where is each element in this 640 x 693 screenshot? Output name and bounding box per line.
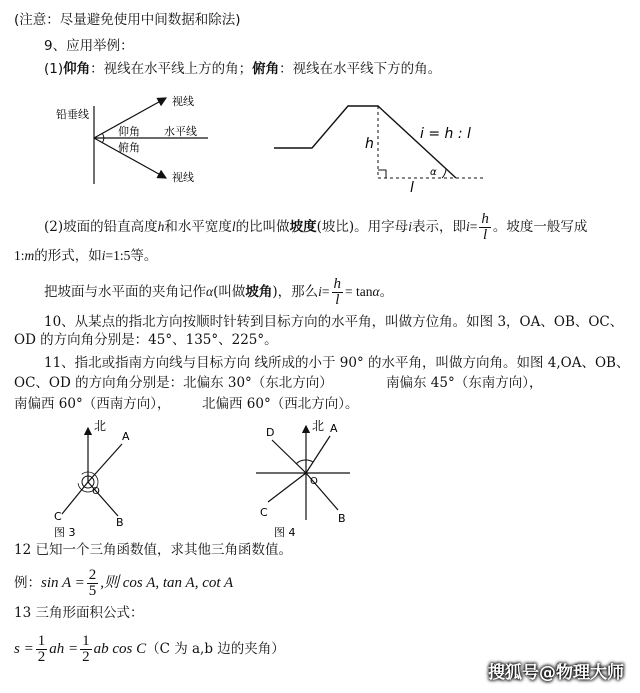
- horizontal-label: 水平线: [164, 125, 197, 138]
- fig3-label-a: A: [122, 430, 130, 443]
- section-10-line2: OD 的方向角分别是：45°、135°、225°。: [14, 332, 278, 348]
- depression-label: 俯角: [118, 141, 140, 154]
- fig3-north: 北: [94, 419, 107, 433]
- section-12-heading: 12 已知一个三角函数值，求其他三角函数值。: [14, 542, 292, 558]
- section-10-line1: 10、从某点的指北方向按顺时针转到目标方向的水平角，叫做方位角。如图 3，OA、OB、OC、: [44, 314, 624, 330]
- item-number: (1): [44, 61, 64, 77]
- sight-up-label: 视线: [172, 95, 194, 108]
- fig3-label-b: B: [116, 516, 124, 529]
- triangle-area-formula: s = $\frac{1}{2}$ ah = $\frac{1}{2}$ ab cos C（C 为 a,b 边的夹角）: [14, 633, 285, 665]
- elevation-label: 仰角: [118, 125, 140, 138]
- slope-figure: [270, 96, 490, 192]
- fig3-caption: 图 3: [54, 526, 76, 539]
- figure-3: [50, 418, 160, 540]
- section-12-example: 例：sin A = $\frac{2}{5}$ ,则 cos A, tan A, cot A: [14, 567, 234, 599]
- slope-form: 1:m的形式，如i=1:5等。: [14, 248, 158, 264]
- fig4-label-b: B: [338, 512, 346, 525]
- fraction-h-over-l: $\frac{h}{l}$: [481, 211, 489, 243]
- fig4-label-a: A: [330, 422, 338, 435]
- fig4-north: 北: [312, 419, 325, 433]
- section-9-definition: [44, 60, 441, 78]
- fig4-label-c: C: [260, 506, 268, 519]
- vertical-label: 铅垂线: [56, 108, 89, 121]
- note-line: (注意：尽量避免使用中间数据和除法): [14, 12, 241, 28]
- section-9-heading: 9、应用举例：: [44, 38, 134, 54]
- fig3-label-c: C: [54, 510, 62, 523]
- slope-definition: (2)坡面的铅直高度h和水平宽度l的比叫做坡度(坡比)。用字母i表示，即i= $\frac{h}{l}$ 。坡度一般写成: [44, 211, 588, 243]
- section-11-line1: 11、指北或指南方向线与目标方向 线所成的小于 90° 的水平角，叫做方向角。如图 4,OA、OB、: [44, 355, 630, 371]
- label-l: l: [410, 180, 414, 192]
- fig3-label-o: O: [92, 486, 100, 497]
- definition-depression: ：视线在水平线下方的角。: [279, 61, 442, 77]
- term-elevation: 仰角: [63, 61, 91, 77]
- label-alpha: α: [430, 167, 437, 178]
- section-11-line2a: OC、OD 的方向角分别是：北偏东 30°（东北方向）: [14, 375, 333, 391]
- section-11-line2b: 南偏东 45°（东南方向），: [386, 375, 543, 391]
- section-11-line3b: 北偏西 60°（西北方向）。: [202, 396, 359, 412]
- slope-angle-definition: 把坡面与水平面的夹角记作α(叫做坡角)，那么i= $\frac{h}{l}$ = tanα。: [44, 276, 394, 308]
- term-depression: 俯角: [252, 61, 280, 77]
- definition-elevation: ：视线在水平线上方的角；: [90, 61, 253, 77]
- section-11-line3a: 南偏西 60°（西南方向），: [14, 396, 171, 412]
- fig4-caption: 图 4: [274, 526, 296, 539]
- right-angle-mark: [378, 170, 386, 178]
- fig4-label-o: O: [310, 476, 318, 487]
- label-h: h: [365, 136, 374, 152]
- watermark: 搜狐号@物理大师: [488, 663, 624, 683]
- figure-4: [250, 418, 360, 540]
- sight-down-label: 视线: [172, 171, 194, 184]
- slope-ratio: i = h : l: [420, 126, 471, 142]
- angles-figure: [48, 88, 218, 188]
- fig4-label-d: D: [266, 426, 275, 439]
- section-13-heading: 13 三角形面积公式：: [14, 605, 144, 621]
